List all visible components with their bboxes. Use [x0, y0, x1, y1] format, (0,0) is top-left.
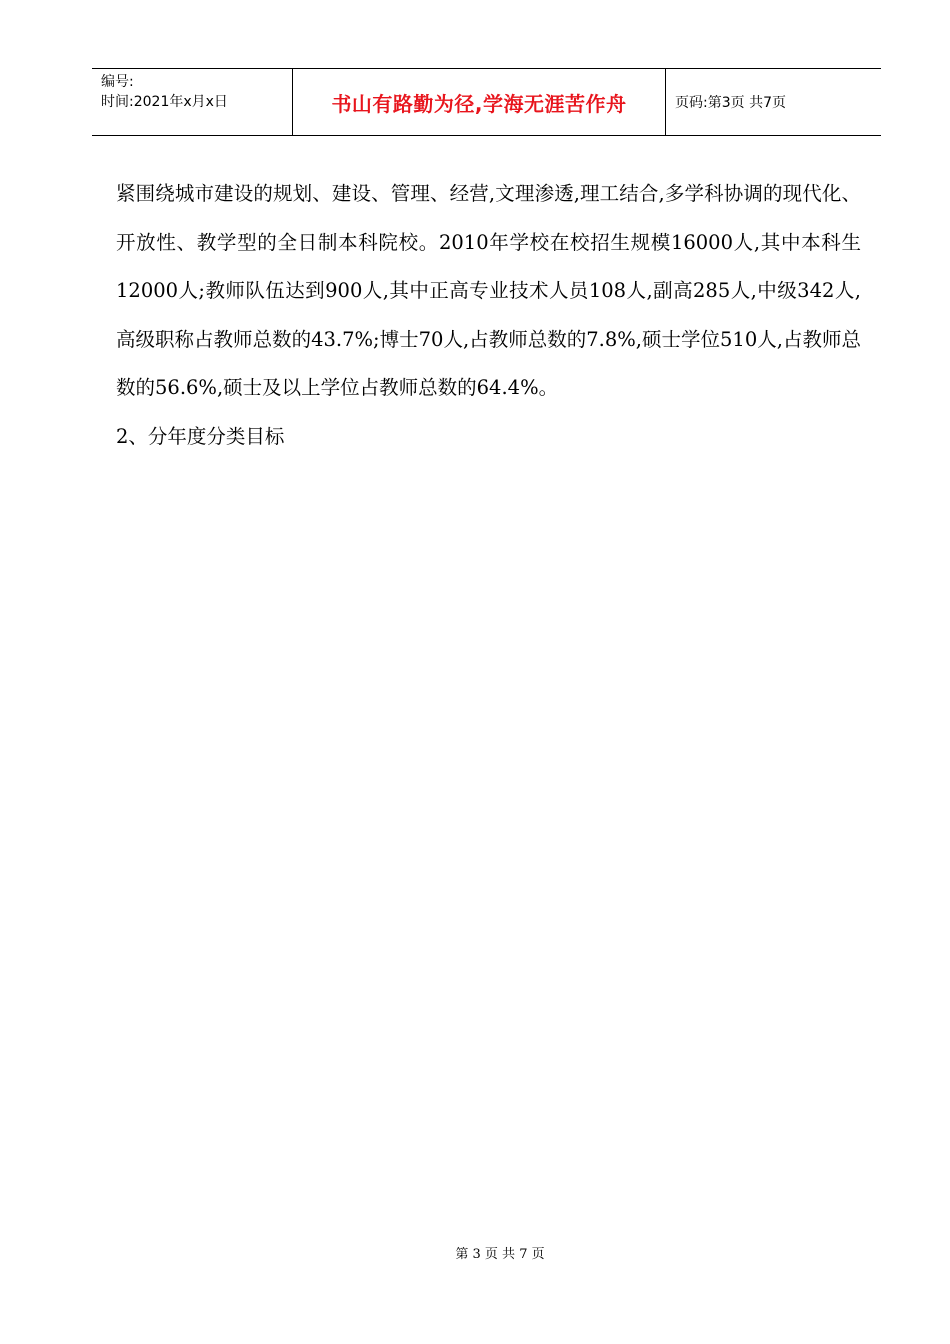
body-paragraph: 紧围绕城市建设的规划、建设、管理、经营,文理渗透,理工结合,多学科协调的现代化、开放性、教学型的全日制本科院校。2010年学校在校招生规模16000人,其中本科生12000人;教师队伍达到900人,其中正高专业技术人员108人,副高285人,中级342人,高级职称占教师总数的43.7%;博士70人,占教师总数的7.8%,硕士学位510人,占教师总数的56.6%,硕士及以上学位占教师总数的64.4%。 — [116, 182, 861, 399]
footer-page-indicator: 第 3 页 共 7 页 — [455, 1247, 545, 1262]
document-body — [116, 170, 861, 461]
section-heading: 2、分年度分类目标 — [116, 424, 285, 448]
page-header — [92, 68, 881, 136]
document-time-label: 时间:2021年x月x日 — [101, 94, 228, 110]
header-page-cell — [666, 69, 881, 135]
header-meta-cell — [92, 69, 293, 135]
page-footer — [0, 1243, 950, 1262]
header-page-code: 页码:第3页 共7页 — [675, 95, 786, 111]
header-motto: 书山有路勤为径,学海无涯苦作舟 — [331, 91, 627, 116]
document-number-label: 编号: — [101, 74, 134, 90]
header-motto-cell — [293, 69, 666, 135]
